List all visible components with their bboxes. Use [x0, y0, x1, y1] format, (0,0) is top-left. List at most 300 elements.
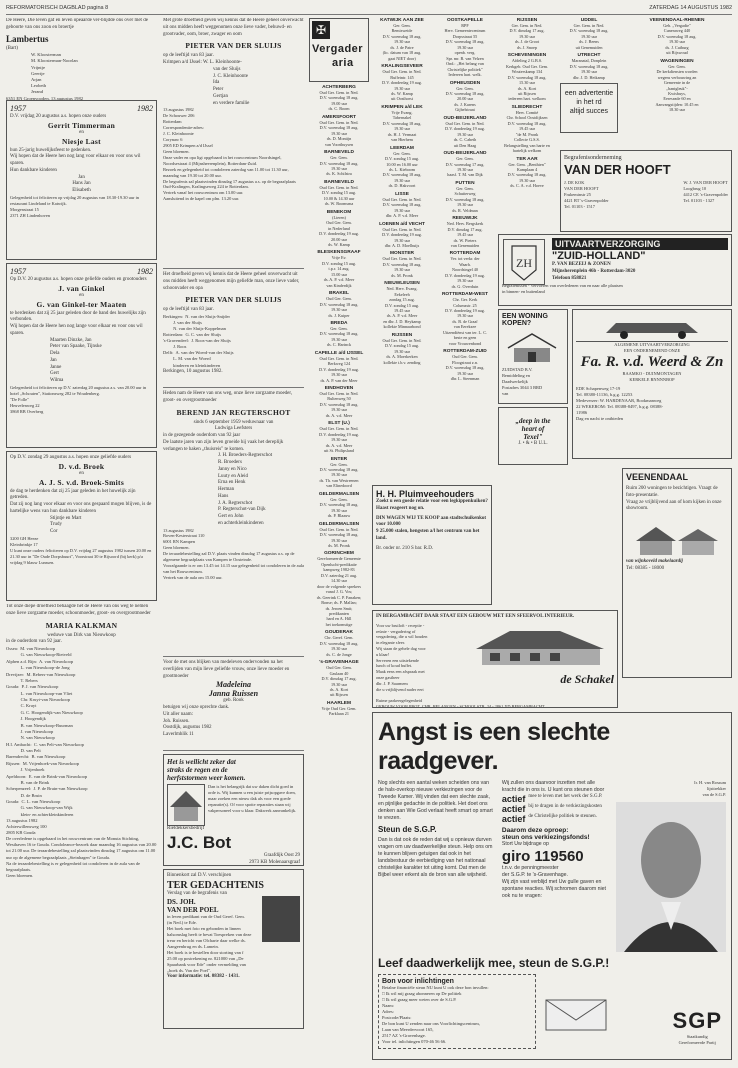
calendar-city: KRALINGSEVEER — [381, 64, 423, 70]
calendar-body: Ger. Gem. „Benthien" Kamplaan 4 D.V. woensdag 18 aug. 19.30 uur ds. C. A. v.d. Hoeve — [507, 161, 547, 189]
pluim-title: H. H. Pluimveehouders — [376, 489, 475, 499]
column-3-calendar — [309, 18, 369, 718]
ged-intro: Binnenkort zal D.V. verschijnen — [167, 873, 232, 878]
ged-sub: Verslag van de begrafenis van — [167, 890, 227, 896]
pluim-sub: DIN WAGEN WIJ TE KOOP aan stadtschuikenkot voor 10.000 9 25.000 stalen, hengsten a/l het centrum van het land. — [376, 515, 487, 541]
calendar-entry — [436, 151, 494, 178]
calendar-city: SLIEDRECHT — [511, 104, 543, 110]
header-left: REFORMATORISCH DAGBLAD pagina 8 — [6, 5, 109, 11]
obit-sub: op de leeftijd van 83 jaar. — [163, 53, 214, 59]
calendar-body: Oud Ger. Gem. in Ned. D.V. woensdag 18 aug. 19.30 uur ds. M. Pronk — [319, 526, 359, 548]
calendar-city: ENTER — [330, 456, 348, 462]
calendar-entry — [309, 421, 369, 453]
calendar-list-3 — [436, 18, 494, 381]
calendar-city: EINDHOVEN — [324, 386, 354, 392]
obit-relatives: Berkingen: N. van der Sluijs-Snijder J. van der Sluijs N. van der Sluijs-Koppelman Rotterdam: G. C. van der Sluijs 's-Gravendeel: J. Roos-van der Sluijs J. Roos Delft: A. van der Woerd-van der Sluijs L. M. van der Woerd kinderen en kleinkinderen — [163, 314, 234, 368]
calendar-body: Vrije Evang. Tabernakel D.V. woensdag 18 aug. 19.30 uur ds. H. J. Vermaat van Hierhem — [382, 109, 422, 143]
weerd-car-icon — [576, 313, 728, 341]
calendar-body: Afdeling 2 G.B.S. Kerkgeb. Oud Ger. Gem. Wouterskamp 134 D.V. woensdag 18 aug. 15.30 uur ds. A. Kort uit Rijssen iedereen hart. welkom — [505, 58, 549, 102]
sgp-col-a-heading: Steun de S.G.P. — [378, 825, 437, 835]
bot-address: Graafdijk Oost 29 2973 KB Molenaarsgraaf — [249, 852, 300, 865]
sgp-logo-area — [542, 974, 726, 1050]
sgp-col-a-text: Nog slechts een aantal weken scheiden ons van de hals-overkop nieuwe verkiezingen voor de Tweede Kamer. Wij vinden dat een slechte zaak, en pijnlijke gedachte in de politiek. Het doet ons denken aan Wie God verlaat heeft smart op smart te vrezen. — [378, 780, 493, 822]
calendar-body: Ger. Gem. D.V. woensdag 17 aug. 19.30 uur haasf. T. M. van Dijk — [445, 156, 485, 178]
calendar-body: Oud Ger. Gem. in Ned. D.V. donderdag 19 aug. 19.30 uur ds. A. v.d. Meer uit St. Philipsland — [319, 426, 359, 454]
calendar-entry — [498, 105, 556, 154]
ad-de-schakel — [372, 610, 618, 708]
year-right: 1982 — [137, 104, 153, 113]
actief-2-text: bij te dragen in de verkiezingskosten — [528, 804, 602, 810]
calendar-city: KATWIJK AAN ZEE — [380, 18, 424, 23]
house-icon — [502, 330, 564, 364]
calendar-entry — [498, 18, 556, 50]
birth-name: Lambertus — [6, 33, 49, 44]
schakel-list: Voor uw bruiloft - receptie - reünie - vergadering of vergadering, die u wil houden in elegante sfeer. Wij staan de gehele dag voor u klaar! Serveren een uitstekende lunch of koud buffet. Maak eens een afspraak met onze gastheer dhr. J. P. Saarmem die u vrijblijvend nader eert Ruime parkeergelegenheid — [376, 622, 428, 704]
thanks-name: Madeleina — [215, 680, 252, 690]
calendar-entry — [309, 180, 369, 207]
hooft-left: J. DE KOK VAN DER HOOFT Frukeminstr 25 4421 BT 's-Gravenpolder Tel. 01103 - 1517 — [564, 180, 609, 209]
column-6-calendar — [498, 18, 556, 228]
calendar-entry — [309, 250, 369, 288]
calendar-entry — [309, 210, 369, 248]
sgp-col-a — [378, 780, 496, 952]
calendar-body: Vrije Oud Ger. Gem. Parklaan 21 — [321, 705, 357, 717]
coupon-title: Bon voor inlichtingen — [382, 977, 454, 985]
schakel-footer: GEBOUW VOOR PROT. CHR. BELANGEN - SCHOOLSTR. 24 - 2861 XD BERGAMBACHT — [376, 703, 545, 708]
actief-row-3 — [502, 814, 610, 824]
veenendaal-title: VEENENDAAL — [626, 472, 689, 482]
texel-text: „deep in the heart of Texel" — [515, 417, 551, 441]
anniv-name: Gerrit Timmerman — [47, 120, 116, 130]
anniversary-van-ginkel — [6, 263, 157, 448]
calendar-city: UDDEL — [580, 18, 598, 23]
calendar-city: UTRECHT — [577, 53, 601, 59]
header-right: ZATERDAG 14 AUGUSTUS 1982 — [649, 5, 732, 11]
weerd-top: ALGEMENE UITVAARTVERZORGING EEN ONDERNEMEND ONZE — [614, 342, 690, 353]
anniv-conj: en — [79, 470, 84, 476]
calendar-list-2 — [372, 18, 432, 365]
ad-van-der-hooft — [560, 150, 732, 232]
calendar-body: Oud Ger. Gem. in Ned. Bultenweg 50 D.V. woensdag 18 aug. 19.30 uur ds. A. v.d. Meer — [319, 391, 359, 418]
anniversary-timmerman — [6, 100, 157, 260]
hooft-top: Begrafenisonderneming — [564, 155, 622, 161]
woning-question: EEN WONING KOPEN? — [502, 313, 548, 327]
calendar-city: ROTTERDAM-WEST — [441, 292, 489, 298]
bot-body: Dan is het belangrijk dat uw daken dicht goed in orde is. Wij kunnen u een juiste prijsopgave doen, maar zoeken een nieuw dak als voor een goede reparatie(s). Of voor spotte reparaties staan wij vakpersoneel voor u klaar. Dakwerk aanvankelijk. — [208, 784, 297, 813]
obituary-sluijs-2 — [163, 269, 304, 388]
calendar-body: Ned. Herv. Bergskerk D.V. dinsdag 17 aug. 19.45 uur ds. W. Pieters van Genemuiden — [446, 221, 484, 248]
calendar-entry — [309, 291, 369, 318]
obituary-kalkman — [6, 604, 157, 1044]
obit-footer: 13 augustus 1982 Boven-Kesterstraat 110 6001 RN Kampen Geen bloemen. De teraardebestelling zal D.V. plaats vinden dinsdag 17 augustus a.s. op de algemene begraafplaats van Kampen te Oosteinde. Voorafgaande is er om 13.45 tot 14.15 uur gelegenheid tot condoleren in de aula van het Rouwcentrum. Vertrek van de aula om 15.00 uur. — [163, 527, 304, 580]
sgp-body — [378, 780, 726, 952]
ged-name: DS. JOH. — [167, 897, 196, 906]
actief-row-2 — [502, 804, 610, 814]
sgp-col-b-text: Wij zullen ons daarvoor inzetten met alle kracht die in ons is. U kunt ons steunen door — [501, 780, 605, 794]
thanks-intro: Voor de met ons blijken van medeleven ondervonden na het overlijden van mijn lieve geliefde vrouw, onze lieve moeder en grootmoeder — [163, 660, 290, 679]
veenendaal-house-icon — [626, 519, 728, 559]
calendar-city: BRAKEL — [329, 291, 349, 297]
calendar-entry — [309, 457, 369, 489]
header-rule — [6, 14, 732, 15]
anniv-intro: Op D.V. zondag 29 augustus a.s. hopen onze geliefde ouders — [10, 455, 132, 460]
anniv-children: Stijntje en Mart Trudy Cor — [50, 515, 82, 534]
calendar-entry — [372, 105, 432, 143]
thanks-footer: Oostdijk, augustus 1982 Laverlmhlik 11 — [163, 725, 212, 737]
logo-top: Vergader — [312, 43, 364, 55]
anniv-body: hun 25-jarig huwelijksfeest te gedenken. Wij hopen dat de Heere hen nog lang voor elkaar en voor ons wil sparen. Hun dankbare kinderen — [10, 147, 141, 173]
calendar-city: RIJSSEN — [516, 18, 538, 23]
weerd-sub: RAAMKO - DUINMONTAGEN KERKELE RNNNNBOP — [622, 370, 682, 382]
anniv-conj: en — [79, 292, 84, 298]
obit-place: Krimpen a/d IJssel: W. L. Kleinhoonte- — [163, 60, 242, 65]
calendar-entry — [436, 251, 494, 289]
calendar-entry — [622, 18, 732, 56]
ad-woning-kopen — [498, 309, 568, 404]
giro-body: Wij zijn vast verblijd met Uw gulle gaven en spontane reacties. Wij schromen daarom niet ook nu te vragen: — [501, 879, 606, 900]
zh-title2: "ZUID-HOLLAND" — [552, 250, 646, 262]
calendar-city: HAARLEM — [327, 700, 351, 706]
ad-advertentie — [560, 83, 618, 133]
thanks-name2: Janna Ruissen — [208, 689, 259, 699]
obit-sub: sinds 6 september 1959 weduwnaar van Ludwiga Leefsters — [193, 419, 274, 432]
hooft-right: W. J. VAN DER HOOFT Loogbrug 10 4412 CE 's-Gravenpolder Tel. 01103 - 1327 — [683, 180, 728, 203]
calendar-entry — [436, 216, 494, 248]
calendar-body: Ger. Gem. D.V. woensdag 18 aug. 19.30 uur ds. C. Harinck — [319, 325, 359, 348]
calendar-body: Oud Ger. Gem. in Ned. D.V. woensdag 18 aug. 19.30 uur dhr. A. P. v.d. Meer — [382, 196, 422, 219]
calendar-city: WAGENINGEN — [660, 58, 694, 64]
obit-intro: Heden nam de Heere van ons weg, onze lieve zorgzame moeder, groot- en overgrootmoeder — [163, 391, 293, 403]
calendar-entry — [309, 551, 369, 627]
weerd-banner — [576, 313, 728, 342]
calendar-entry — [372, 146, 432, 189]
calendar-body: Ger. Gem. D.V. woensdag 18 aug. 19.30 uur ds. P. Blaauw — [319, 496, 359, 519]
anniv-footer: Gelegenheid tot feliciteren op D.V. zaterdag 20 augustus a.s. van 20.00 uur in hotel „Schouten", Stationsweg 282 te Woudenberg. "De Folle" Heuvelenweg 22 3868 RB Overberg — [10, 384, 147, 414]
calendar-city: PUTTEN — [455, 180, 475, 186]
weerd-name: Fa. R. v.d. Weerd & Zn — [580, 353, 724, 370]
calendar-list-1 — [309, 85, 369, 718]
bot-line1: Het is wellicht zeker dat — [167, 758, 236, 766]
calendar-entry — [498, 53, 556, 102]
obit-relatives: Ossea: M. van Nieuwkoop G. van Nieuwkoop-Rietveld Alphen a.d. Rijn: A. van Nieuwkoop L. van Nieuwkoop-de Jong Drevijzer: M. Rebers-van Nieuwkoop T. Rebers Gouda: P. J. van Nieuwkoop L. van Nieuwkoop-van Vliet Chr. Kruyt-van Nieuwkoop C. Kruyt G. C. Hoogendijk-van Nieuwkoop J. Hoogendijk B. van Nieuwkoop-Buurman J. van Nieuwkoop N. van Nieuwkoop H.I. Ambacht: C. van Pelt-van Nieuwkoop D. van Pelt Barendrecht: B. van Nieuwkoop Rijssen: M. Vrijenhoek-van Nieuwkoop J. Vrijenhoek Apeldoorn: E. van de Brink-van Nieuwkoop B. van de Brink Scherpenzeel: J. P. de Bruin-van Nieuwkoop D. de Bruin Gouda: C. L. van Nieuwkoop G. van Nieuwkoop-van Wijk klein- en achterkleinkinderen — [6, 646, 88, 817]
calendar-entry — [309, 522, 369, 549]
anniv-name2: A. J. S. v.d. Broek-Smits — [38, 477, 125, 487]
sgp-bottom — [378, 974, 726, 1050]
calendar-city: KRIMPEN a/d LEK — [381, 104, 423, 110]
calendar-city: BARNEVELD — [324, 150, 354, 156]
calendar-city: ROTTERDAM — [449, 251, 481, 257]
ged-title: TER GEDACHTENIS — [167, 879, 264, 891]
calendar-body: Oud Ger. Gem. in Ned. D.V. woensdag 18 aug. 19.30 uur ds. M. Pronk — [382, 256, 422, 278]
calendar-entry — [436, 349, 494, 381]
obit-name: BEREND JAN REGTERSCHOT — [176, 407, 291, 417]
obit-footer: 13 augustus 1982 De Schouwer 206 Rotterdam Correspondentie-adres: J. C. Kleinhoonte Corynaw 6 2905 ED Krimpen a/d IJssel Geen bloemen. Onze vader en opa ligt opgebaard in het rouwcentrum Noordsingel, Noordsestraat 4 (Mijnsheerenplein), Rotterdam-Zuid. Bezoek en gelegenheid tot condoleren zaterdag van 11.00 tot 11.30 uur, maandag van 19.30 tot 20.00 uur. De begrafenis zal plaatsvinden dinsdag 17 augustus a.s. op de begraafplaats Oud-Kralingen, Kralingseweg 224 te Rotterdam. Vertrek vanaf het rouwcentrum om 13.00 uur. Aansluitend in de kapel om plm. 13.20 uur. — [163, 107, 296, 202]
obit-footer: Berkingen, 10 augustus 1982. — [163, 368, 223, 374]
vergaderkalender-logo — [309, 18, 369, 82]
birth-announcement — [6, 18, 157, 100]
candidate-portrait — [616, 802, 726, 952]
texel-sub: J. • & • B U.L. — [518, 441, 548, 446]
photo-caption: Ir. H. van Rossum lijsttrekker van de S.G.P. — [694, 780, 726, 797]
calendar-entry — [372, 333, 432, 365]
coupon-body: Betalne financiële steun NU kunt U ook deze bon invullen: □ Ik wil mij graag abonneren op De politiek □ Ik wil graag meer weten over de S.G.P. Naam: Adres: Postcode/Plaats: De bon kunt U zenden naar ons Voorlichtingscentrum, Laan van Meerdervoort 165, 2517 AZ 's-Gravenhage. Voor tel. inlichtingen 070-46 56 66. — [382, 984, 489, 1045]
obit-relatives: van der Sluijs J. C. Kleinhoonte Ida Peter Gertjan en verdere familie — [213, 66, 250, 106]
calendar-body: Chr. Ger. Kerk Columzstr. 25 D.V. donderdag 19 aug. 19.30 uur ds. B. de Graaf van Eerekzee Uitzendiënst van ter. L. C. beste en geen voor Vrouwenbond — [442, 297, 488, 346]
schakel-right — [470, 623, 614, 704]
calendar-city: REEUWIJK — [452, 216, 478, 222]
calendar-entry — [309, 351, 369, 383]
logo-bottom: aria — [332, 57, 354, 69]
thanks-ruissen — [163, 657, 304, 751]
calendar-city: LOENEN a/d VECHT — [379, 221, 425, 227]
ged-name2: VAN DER POEL — [167, 905, 219, 914]
anniv-footer: Gelegenheid tot feliciteren op vrijdag 20 augustus van 18.30-19.30 uur in restaurant Lindeland te Katwijk. Morgenstraat 15 2371 ZH Lindenhoven — [10, 194, 140, 218]
veenendaal-logo: van wijnkoveld makelaardij — [626, 559, 683, 564]
year-right: 1982 — [137, 267, 153, 276]
bot-body-row — [167, 784, 300, 826]
calendar-entry — [309, 660, 369, 698]
zh-title3: P. VAN BEZEIJ & ZONEN — [552, 262, 611, 267]
calendar-entry — [436, 292, 494, 346]
column-5-calendar — [436, 18, 494, 478]
calendar-entry — [436, 181, 494, 213]
page-header — [6, 5, 732, 14]
zuidstad-text: ZUIDSTAD B.V. Bemiddeling en Daadwerkelijk Postadres 3044 3 BRD van — [502, 367, 543, 396]
calendar-body: Vrije Ev. D.V. zondag 15 aug. t.p.r. 14 aug. 15.00 uur ds. A. P. v.d. Meer van Kinderdijk — [321, 255, 357, 288]
calendar-entry — [372, 192, 432, 219]
calendar-city: OOSTKAPELLE — [447, 18, 483, 23]
sgp-logo-sub: Staatkundig Gereformeerde Partij — [678, 1033, 716, 1045]
obit-name: PIETER VAN DER SLUIJS — [185, 41, 282, 51]
calendar-city: BREDA — [330, 320, 348, 326]
calendar-city: VEENENDAAL-RHENEN — [649, 18, 705, 23]
calendar-entry — [622, 59, 732, 113]
obituary-regterschot — [163, 388, 304, 657]
birth-sub: (Bart) — [6, 45, 18, 51]
calendar-body: Ger. Gem. D.V. woensdag 18 aug. 19.30 uur ds. Th. van Westreenen van Elinedoord — [319, 461, 359, 489]
bot-tag: Rietdekkersbedrijf — [167, 826, 205, 831]
calendar-entry — [309, 115, 369, 147]
anniv-name2: G. van Ginkel-ter Maaten — [36, 299, 127, 309]
obit-footer: 13 augustus 1982 Achterwillensweg 100 2805 KB Gouda De overledene is opgebaard in het rouwcentrum van de Monuta Stichting, Westhaven 16 te Gouda. Condoleance-bezoek daar maandag 16 augustus van 20.00 tot 21.00 uur. De teraardebestelling zal plaatsvinden dinsdag 17 augustus om 11.00 uur op de algemene begraafplaats „Steinhagen" te Gouda. Na de teraardebestelling is er gelegenheid tot condoleren in de aula van de begraafplaats. Geen bloemen. — [6, 818, 157, 878]
info-coupon[interactable] — [378, 974, 536, 1050]
calendar-entry — [372, 64, 432, 102]
calendar-body: Oud Ger. Gem. in Ned. D.V. donderdag 19 aug. 19.30 uur dhr. A. D. Moelhuijs — [382, 226, 422, 248]
calendar-body: Ger. Gem. D.V. woensdag 18 aug. 20.00 uur ds. J. Karens Gijbelstraat — [445, 85, 485, 113]
minister-portrait — [262, 896, 300, 942]
calendar-city: NIEUWLEUSEN — [384, 281, 420, 287]
anniv-conj: en — [79, 129, 84, 135]
obit-sub: weduwe van Dirk van Nieuwkoop — [47, 632, 116, 638]
anniv-children: Maarten Dinzke, Jan Peter van Spaake, Tijnske Dela Jan Janne Gert Wilma — [50, 337, 102, 383]
column-2 — [163, 18, 304, 1058]
year-row — [10, 267, 153, 277]
calendar-icon: ✠ — [312, 21, 330, 39]
obit-name: MARIA KALKMAN — [45, 620, 118, 630]
sgp-logo — [673, 1008, 722, 1046]
veenendaal-body: Ruim 200 woningen te bezichtigen. Vraagt de foto-presentatie. Vraag ze vrijblijvend aan of kom kijken in onze showroom. — [626, 486, 722, 512]
calendar-body: Ned. Herv. Evang. Eekeleeh zondag 15 aug. D.V. zondag 15 aug. 19.45 uur ds. A. P. v.d. Meer en dhr. J. D. Heykamp kollekte Minnaarbond — [383, 286, 421, 330]
calendar-entry — [372, 222, 432, 249]
calendar-entry — [436, 81, 494, 113]
calendar-entry — [498, 157, 556, 189]
calendar-city: GOUDERAK — [325, 630, 353, 636]
calendar-city: BLESKENSGRAAF — [317, 250, 361, 256]
anniv-intro: D.V. vrijdag 20 augustus a.s. hopen onze ouders — [10, 114, 107, 119]
roof-illustration — [167, 784, 205, 826]
zh-address: Mijnsherenplein 46b - Rotterdam-3020 Telefoon 858821 — [552, 268, 636, 281]
schakel-top: IN BERGAMBACHT DAAR STAAT EEN GEBOUW MET EEN SFEERVOL INTERIEUR. — [376, 614, 575, 619]
calendar-body: Chr. Geref. Gem. D.V. woensdag 18 aug. 19.30 uur ds. C. de Jonge — [319, 635, 359, 657]
calendar-city: TER AAR — [516, 156, 538, 162]
calendar-entry — [309, 386, 369, 418]
birth-family: W. Kloosterman M. Kloosterman-Noorlan Vrijntje Geertje Arjan Leobeth Jerand — [31, 52, 78, 95]
calendar-entry — [372, 281, 432, 330]
calendar-body: Geb. „Vergadie" Cuneraweg 440 D.V. woensdag 18 aug. 19.30 uur ds. J. Cuiburg uit Rijswoud — [657, 23, 697, 56]
pluim-footer: Br. onder nr. 210 S bar. R.D. — [376, 545, 434, 551]
obituary-sluijs-1 — [163, 18, 304, 269]
roof-icon — [168, 785, 204, 825]
sgp-col-b — [502, 780, 610, 952]
calendar-city: 's-GRAVENHAGE — [319, 660, 359, 666]
ad-bot-rietdekker — [163, 754, 304, 866]
calendar-city: BARNEVELD — [324, 179, 354, 185]
calendar-body: Oud Ger. Gem. in Ned. D.V. donderdag 19 aug. 19.30 uur ds. C. Cabeth uit Den Haag — [445, 120, 485, 148]
zh-title1: UITVAARTVERZORGING — [552, 238, 728, 250]
actief-3: actief — [501, 814, 526, 825]
calendar-city: BENEKOM — [326, 209, 352, 215]
anniversary-broek — [6, 451, 157, 601]
ged-footer: Voor informatie: tel. 08382 - 1431. — [167, 974, 240, 980]
actief-1: actief — [501, 794, 526, 805]
birth-address: 6351 EN Groenvooden, 13 augustus 1982 — [6, 95, 84, 100]
calendar-city: OPHEUSDEN — [449, 80, 481, 86]
calendar-body: Oud Ger. Gem. Floogstraat z.n. D.V. woensdag 18 aug. 19.30 uur dhr. L. Steenman — [445, 354, 485, 382]
hooft-name: VAN DER HOOFT — [564, 162, 671, 178]
calendar-entry — [436, 116, 494, 148]
obit-sub: op de leeftijd van 83 jaar. — [163, 307, 214, 313]
sgp-slogan: Leef daadwerkelijk mee, steun de S.G.P.! — [378, 955, 610, 970]
calendar-entry — [436, 18, 494, 78]
zh-emblem-icon — [503, 239, 545, 285]
calendar-city: ELST (U.) — [328, 421, 350, 427]
actief-row-1 — [502, 794, 610, 804]
calendar-body: Oud Ger. Gem. Gaslaan 40 D.V. dinsdag 17 aug. 19.30 uur ds. A. Kort uit Rijssen — [321, 665, 357, 698]
anniv-body: de dag te herdenken dat zij 25 jaar geleden in het huwelijk zijn getreden. Dat zij nog lang voor elkaar en voor ons gespaard mogen blijven, is de hartelijke wens van hun dankbare kinderen — [10, 488, 152, 514]
sgp-logo-text: SGP — [672, 1007, 722, 1033]
calendar-body: Ger. Gem. De kerkdiensten worden wegens verbouwing an Gemeente in de „bantgleuk"- Kwisbuys, Eereseade 60 en Aanvangstijden: 10.45 en 18.30 uur — [655, 63, 699, 113]
bot-line3: herfststormen weer komen. — [167, 774, 246, 782]
calendar-body: Oud Ger. Gem. in Ned. D.V. zondag 15 aug. 10.00 & 14.30 uur ds. W. Boomsma — [319, 184, 359, 207]
calendar-entry — [560, 18, 618, 50]
obit-body: in de ouderdom van 92 jaar. — [6, 639, 62, 645]
calendar-body: Oud Ger. Gem. D.V. woensdag 18 aug. 19.30 uur ds. J. Kuiper — [319, 296, 359, 318]
hooft-contacts — [564, 180, 728, 210]
calendar-city: MONSTER — [390, 251, 414, 257]
anniv-name2: Niesje Last — [62, 136, 101, 146]
sgp-col-a-text2: Dan is dat ook de reden dat wij u opnieuw durven vragen om uw daadwerkelijke steun. Help ons om te kunnen blijven getuigen dat ook in het landsbestuur de eerbiediging van het nationaal christelijke karakter tot uiting komt. Dat men de Bijbel weer erkent als de bron van alle wijsheid. — [378, 837, 493, 879]
calendar-city: AMERSFOORT — [321, 114, 357, 120]
obit-body: in de gezegende ouderdom van 92 jaar De laatste jaren van zijn leven groeide hij vaak het dereplijk verlangen te haken „thuisreis" te komen. — [163, 433, 284, 452]
calendar-body: Ger. Gem. Remisweide D.V. woensdag 18 aug. 19.30 uur ds. J. de Patre (lic. datum van 18 aug. gaat NIET door) — [382, 23, 422, 61]
calendar-city: OUD-BEIJERLAND — [443, 151, 487, 157]
ad-sgp — [372, 712, 732, 1060]
actief-2: actief — [501, 804, 526, 815]
calendar-body: Oud Ger. Gem. in Ned. Berkweg 124 D.V. donderdag 19 aug. 19.30 uur ds. A. P. van der Meer — [319, 355, 359, 383]
calendar-body: Oud Ger. Gem. in Ned. D.V. woensdag 18 aug. 19.30 uur ds. D. Montijn van Voorthuysen — [319, 119, 359, 147]
svg-text:ZH: ZH — [516, 256, 532, 270]
ad-pluimvee — [372, 485, 492, 605]
actief-3-text: de Christelijke politiek te steunen. — [528, 814, 597, 820]
thanks-body: betuigen wij onze oprechte dank. Uit aller naam: Joh. Ruissen. — [163, 705, 230, 724]
calendar-city: LISSE — [395, 191, 409, 197]
obit-intro: Het droefheid geven wij kennis dat de Heere geheel onverwacht uit ons midden heeft weggenomen mijn geliefde man, onze lieve vader, schoonvader en opa — [163, 272, 300, 291]
building-icon — [470, 623, 610, 667]
giro-name: t.n.v. de penningmeester der S.G.P. te 's-Gravenhage. — [501, 865, 568, 879]
ad-vd-weerd — [572, 309, 732, 459]
calendar-body: Ger. Gem. Schutterweg D.V. woensdag 18 aug. 19.30 uur ds. R. Veldman — [445, 185, 485, 213]
calendar-body: Ger. Gem. D.V. zondag 15 aug. 10.00 en 16.00 uur ds. L. Kieboom D.V. woensdag 18 aug. 19.30 uur ds. D. Hakvoort — [382, 150, 422, 189]
column-4-calendar — [372, 18, 432, 478]
calendar-city: GELDERMALSEN — [318, 521, 360, 527]
anniv-children: Jan Hans Jan Elisabeth — [72, 174, 91, 193]
pluim-body: Zoekt u een goede relatie voor een legkippenkuiken? Haast reageert nog on. — [376, 499, 488, 511]
calendar-entry — [309, 85, 369, 112]
calendar-city: GELDERMALSEN — [318, 491, 360, 497]
schakel-body — [376, 623, 614, 704]
calendar-body: Oud Ger. Gem. in Ned. D.V. zondag 15 aug. 19.30 uur ds. A. Moerkerken kollekte t.b.v. zending — [382, 337, 422, 365]
anniv-name: D. v.d. Broek — [58, 461, 105, 471]
calendar-entry — [372, 18, 432, 61]
sgp-headline: Angst is een slechte raadgever. — [378, 718, 610, 775]
obit-name: PIETER VAN DER SLUIJS — [185, 295, 282, 305]
bot-line2: straks de regen en de — [167, 766, 228, 774]
calendar-entry — [309, 321, 369, 348]
giro-lead: Stort Uw bijdrage op — [501, 841, 549, 848]
calendar-body: (Lieren) Oud Ger. Gem. in Nederland D.V. donderdag 19 aug. 20.00 uur ds. W. Kamp — [319, 214, 359, 247]
calendar-body: Herv. Comité Chr. School Oostdijksen D.V. woensdag 18 aug. 19.45 uur "de M. Pronk Collecte G.S.S. Belangstelling van harte en hartelijk welkom — [504, 109, 550, 154]
calendar-city: OUD-BEIJERLAND — [443, 115, 487, 121]
calendar-entry — [309, 150, 369, 177]
advertentie-text: een advertentie in het rd altijd succes — [564, 90, 614, 116]
calendar-entry — [372, 251, 432, 278]
anniv-name: J. van Ginkel — [58, 283, 105, 293]
birth-intro: De Heere, Die leven gaf en leven opeaarde ver-blijdde ons over met de geboorte van ons zoon en broertje — [6, 18, 148, 30]
sgp-photo-col — [616, 780, 726, 952]
sgp-col-b-heading: Daarom deze oproep: steun ons verkiezingsfonds! — [501, 827, 590, 842]
calendar-body: Maranatal, Donplein D.V. woensdag 18 aug. 19.30 uur dhr. J. D. Heikamp — [569, 58, 609, 80]
weerd-address: EDE Schapenweg 17-19 Tel. 08380-11136, b.g.g. 12253 Medeverzer: W. HARDENAAR, Bookmanweg 22 WEKEROM: Tel. 08388-8497, b.g.g. 08388- 11986 Dag en nacht te ontbieden — [576, 385, 664, 422]
calendar-city: GORINCHEM — [324, 551, 354, 557]
year-left: 1957 — [10, 267, 26, 276]
calendar-city: ACHTERBERG — [322, 85, 356, 90]
ad-ter-gedachtenis — [163, 869, 304, 1029]
calendar-body: Gereformeerde Gemeente Openlucht-predikatie kampweg 1982-83 D.V. zaterdag 21 aug. 14.30 uur door de volgende sprekers vanaf J. G. Vos; ds. Geerink C. P. Fanaken; Bonse; ds. P. Mallan; ds. Jeroen Smit; predikanten hard en A. Hill het toekomstige — [316, 556, 362, 627]
calendar-city: LEERDAM — [390, 145, 414, 151]
obit-intro: Met grote droefheid geven wij kennis dat de Heere geheel onverwacht uit ons midden heeft weggenomen onze lieve vader, behuwd- en grootvader, oom, broer, zwager en oom — [163, 18, 304, 37]
calendar-city: ROTTERDAM-ZUID — [443, 349, 487, 355]
calendar-list-6 — [622, 18, 732, 113]
calendar-entry — [309, 701, 369, 718]
year-row — [10, 104, 153, 114]
ad-veenendaal — [622, 468, 732, 678]
calendar-entry — [309, 630, 369, 657]
actief-1-text: mee te leven met het werk der S.G.P. — [528, 794, 603, 800]
veenendaal-tel: Tel: 08385 - 18000 — [626, 565, 665, 571]
calendar-list-4 — [498, 18, 556, 189]
calendar-list-5 — [560, 18, 618, 80]
anniv-footer: 3200 GH Heeze Kleinbrinkje 17 U kunt onze ouders feliciteren op D.V. vrijdag 27 augustus 1982 tussen 20.00 en 21.30 uur in "De Oude Dorpsbuurt", Voorstraat 30 te Rijsoord (bij kerk) p/a vrijdag 9 blauw Lunssen. — [10, 535, 152, 565]
